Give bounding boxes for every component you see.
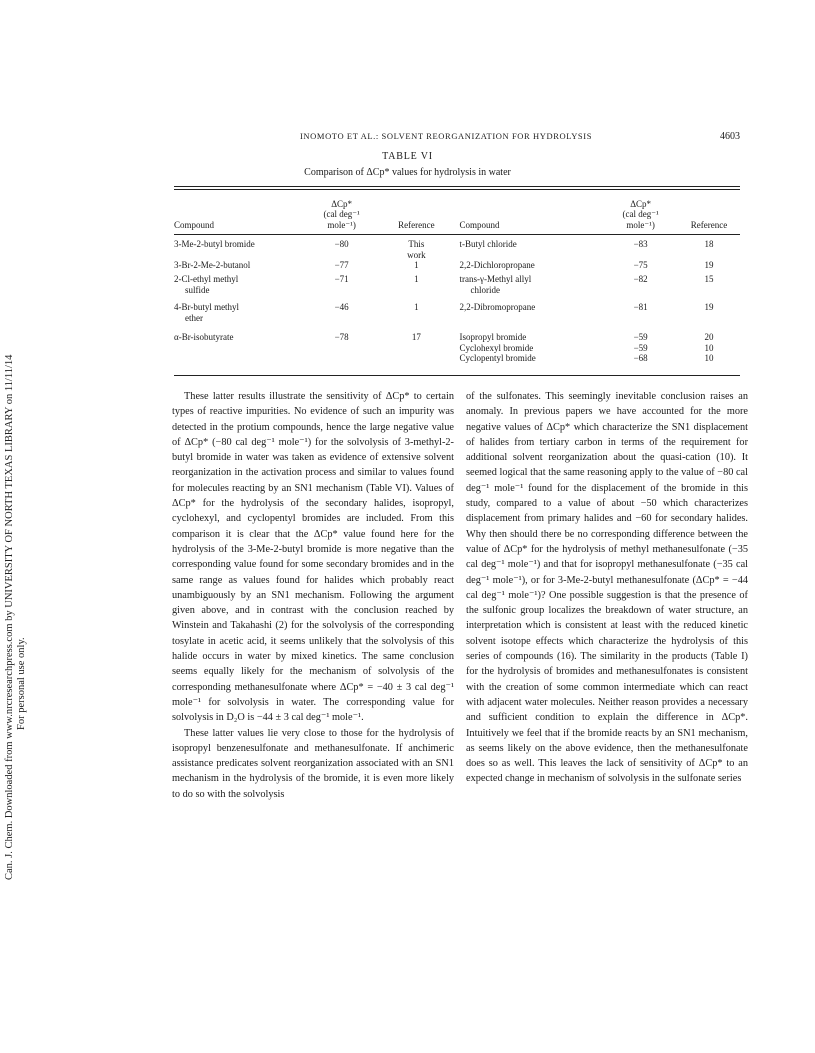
reference-cell-line: 1 <box>414 274 419 284</box>
reference-cell <box>383 302 449 330</box>
header-dcp-units: (cal deg⁻¹ <box>622 209 659 219</box>
comparison-table <box>174 192 740 370</box>
header-compound-right: Compound <box>459 219 500 230</box>
reference-cell <box>383 330 449 370</box>
reference-cell-line: 10 <box>704 342 714 353</box>
compound-cell-line: trans-γ-Methyl allyl <box>459 274 532 284</box>
page-number: 4603 <box>720 131 740 142</box>
dcp-cell <box>603 260 678 274</box>
personal-use-notice: For personal use only. <box>16 637 27 730</box>
compound-cell-line: 2,2-Dichloropropane <box>459 260 535 270</box>
compound-cell-line: ether <box>185 312 203 323</box>
body-paragraph: These latter results illustrate the sensitivity of ΔCp* to certain types of reactive impurities. No evidence of such an impurity was detected in the protium compounds, hence the large negative value of ΔCp* (−80 cal deg⁻¹ mole⁻¹) for the solvolysis of 3-methyl-2-butyl bromide in water was taken as evidence of extensive solvent reorganization in the activation process and similar to values found for molecules reacting by an SN1 mechanism (Table VI). Values of ΔCp* for the hydrolysis of the secondary halides, isopropyl, cyclohexyl, and cyclopentyl bromides are included. From this comparison it is clear that the ΔCp* value found here for the hydrolysis of the 3-Me-2-butyl bromide is more negative than the corresponding value found for some secondary bromides and in the same range as values found for halides which probably react unambiguously by an SN1 mechanism. Following the argument given above, and in contrast with the conclusion reached by Winstein and Takahashi (2) for the solvolysis of the corresponding tosylate in acetic acid, it seems unlikely that the solvolysis of this halide occurs in water by mixed kinetics. The same conclusion seems equally likely for the mechanism of solvolysis of the corresponding methanesulfonate where ΔCp* = −40 ± 3 cal deg⁻¹ mole⁻¹ for solvolysis in water. The corresponding value for solvolysis in D₂O is −44 ± 3 cal deg⁻¹ mole⁻¹. <box>172 391 454 724</box>
table-number: TABLE VI <box>382 151 433 162</box>
body-paragraph: These latter values lie very close to those for the hydrolysis of isopropyl benzenesulfonate and methanesulfonate. If anchimeric assistance predicates solvent reorganization associated with an SN1 mechanism in the hydrolysis of the bromide, it is even more likely to do so with the solvolysis <box>172 727 454 800</box>
header-compound-left: Compound <box>174 219 215 230</box>
dcp-cell <box>603 302 678 330</box>
reference-cell-line: work <box>407 249 426 260</box>
dcp-cell: −80 <box>334 239 349 249</box>
dcp-cell <box>603 233 678 260</box>
dcp-cell-line: −59 <box>633 342 648 353</box>
compound-cell <box>174 302 300 330</box>
reference-cell-line: 1 <box>414 260 419 270</box>
table-row <box>174 260 740 274</box>
table-row <box>174 233 740 260</box>
dcp-cell: −71 <box>334 274 349 284</box>
compound-cell-line: Cyclopentyl bromide <box>459 353 536 363</box>
compound-cell-line: Isopropyl bromide <box>459 332 527 342</box>
compound-cell-line: Cyclohexyl bromide <box>459 342 534 353</box>
reference-cell-line: 18 <box>704 239 714 249</box>
reference-cell <box>383 233 449 260</box>
dcp-cell: −77 <box>334 260 349 270</box>
compound-cell <box>174 233 300 260</box>
dcp-cell: −46 <box>334 302 349 312</box>
header-dcp-left <box>300 192 383 233</box>
download-notice-line: Can. J. Chem. Downloaded from www.nrcresearchpress.com by UNIVERSITY OF NORTH TEXAS LIBRARY on 11/11/14 <box>4 354 15 880</box>
compound-cell-line: 4-Br-butyl methyl <box>174 302 240 312</box>
compound-cell-line: 2,2-Dibromopropane <box>459 302 536 312</box>
header-dcp-symbol: ΔCp* <box>630 198 652 209</box>
compound-cell-line: 2-Cl-ethyl methyl <box>174 274 239 284</box>
compound-cell-line: t-Butyl chloride <box>459 239 517 249</box>
compound-cell-line: 3-Br-2-Me-2-butanol <box>174 260 251 270</box>
table-row <box>174 274 740 302</box>
header-reference-left: Reference <box>398 219 435 230</box>
body-right-column <box>466 389 748 787</box>
reference-cell <box>383 274 449 302</box>
body-left-column <box>172 389 454 802</box>
table-bottom-rule <box>174 375 740 376</box>
compound-cell-line: sulfide <box>185 284 210 295</box>
compound-cell-line: 3-Me-2-butyl bromide <box>174 239 255 249</box>
body-paragraph: of the sulfonates. This seemingly inevitable conclusion raises an anomaly. In previous papers we have accounted for the more negative values of ΔCp* which characterize the SN1 displacement of halides from tertiary carbon in terms of the requirement for additional solvent reorganization about the quasi-cation (10). It seemed logical that the same reasoning apply to the value of −80 cal deg⁻¹ mole⁻¹ found for the displacement of the bromide in this study, compared to a value of about −50 which characterizes displacement from primary halides and −60 for secondary halides. Why then should there be no corresponding difference between the value of ΔCp* for the hydrolysis of methyl methanesulfonate (−35 cal deg⁻¹ mole⁻¹) and that for isopropyl methanesulfonate (−35 cal deg⁻¹ mole⁻¹), or for 3-Me-2-butyl methanesulfonate (ΔCp* = −44 cal deg⁻¹ mole⁻¹)? One possible suggestion is that the presence of the sulfonic group localizes the breakdown of water structure, an interpretation which is consistent at least with the reduced kinetic solvent isotope effects which characterize the hydrolysis of this series of compounds (16). The similarity in the products (Table I) for the hydrolysis of bromides and methanesulfonates is consistent with the creation of some common intermediate which can react with adjacent water molecules. Neither reason provides a necessary and sufficient condition to explain the difference in ΔCp*. Intuitively we feel that if the bromide reacts by an SN1 mechanism, as seems likely on the above evidence, then the methanesulfonate does so as well. This leaves the lack of sensitivity of ΔCp* to an expected change in mechanism of solvolysis in the sulfonate series <box>466 391 748 785</box>
reference-cell <box>678 233 740 260</box>
compound-cell-line: α-Br-isobutyrate <box>174 332 234 342</box>
compound-cell <box>174 260 300 274</box>
dcp-cell-line: −81 <box>633 302 648 312</box>
compound-cell <box>174 330 300 370</box>
dcp-cell-line: −82 <box>633 274 648 284</box>
reference-cell-line: 19 <box>704 302 714 312</box>
dcp-cell <box>603 274 678 302</box>
reference-cell <box>678 274 740 302</box>
reference-cell-line: 10 <box>704 353 714 363</box>
dcp-cell-line: −68 <box>633 353 648 363</box>
table-body <box>174 233 740 370</box>
compound-cell <box>450 233 604 260</box>
dcp-cell: −78 <box>334 332 349 342</box>
compound-cell-line: chloride <box>470 284 500 295</box>
compound-cell <box>174 274 300 302</box>
table-caption: Comparison of ΔCp* values for hydrolysis in water <box>304 167 511 178</box>
table-row <box>174 330 740 370</box>
reference-cell-line: 20 <box>704 332 714 342</box>
dcp-cell-line: −75 <box>633 260 648 270</box>
reference-cell-line: 1 <box>414 302 419 312</box>
compound-cell <box>450 302 604 330</box>
reference-cell <box>678 260 740 274</box>
table-row <box>174 302 740 330</box>
header-dcp-symbol: ΔCp* <box>331 198 353 209</box>
header-dcp-units-2: mole⁻¹) <box>327 219 356 230</box>
table-top-rule <box>174 186 740 187</box>
reference-cell-line: 15 <box>704 274 714 284</box>
compound-cell <box>450 330 604 370</box>
reference-cell <box>678 302 740 330</box>
reference-cell-line: 19 <box>704 260 714 270</box>
compound-cell <box>450 260 604 274</box>
table-header-row <box>174 192 740 233</box>
dcp-cell <box>603 330 678 370</box>
table-top-rule-double <box>174 189 740 190</box>
reference-cell <box>383 260 449 274</box>
header-dcp-right <box>603 192 678 233</box>
header-reference-right: Reference <box>690 219 728 230</box>
reference-cell-line: 17 <box>411 332 421 342</box>
dcp-cell-line: −59 <box>633 332 648 342</box>
running-head: INOMOTO ET AL.: SOLVENT REORGANIZATION FOR HYDROLYSIS <box>300 131 593 141</box>
reference-cell-line: This <box>408 239 425 249</box>
compound-cell <box>450 274 604 302</box>
reference-cell <box>678 330 740 370</box>
header-dcp-units-2: mole⁻¹) <box>626 219 655 230</box>
header-dcp-units: (cal deg⁻¹ <box>323 209 360 219</box>
dcp-cell-line: −83 <box>633 239 648 249</box>
